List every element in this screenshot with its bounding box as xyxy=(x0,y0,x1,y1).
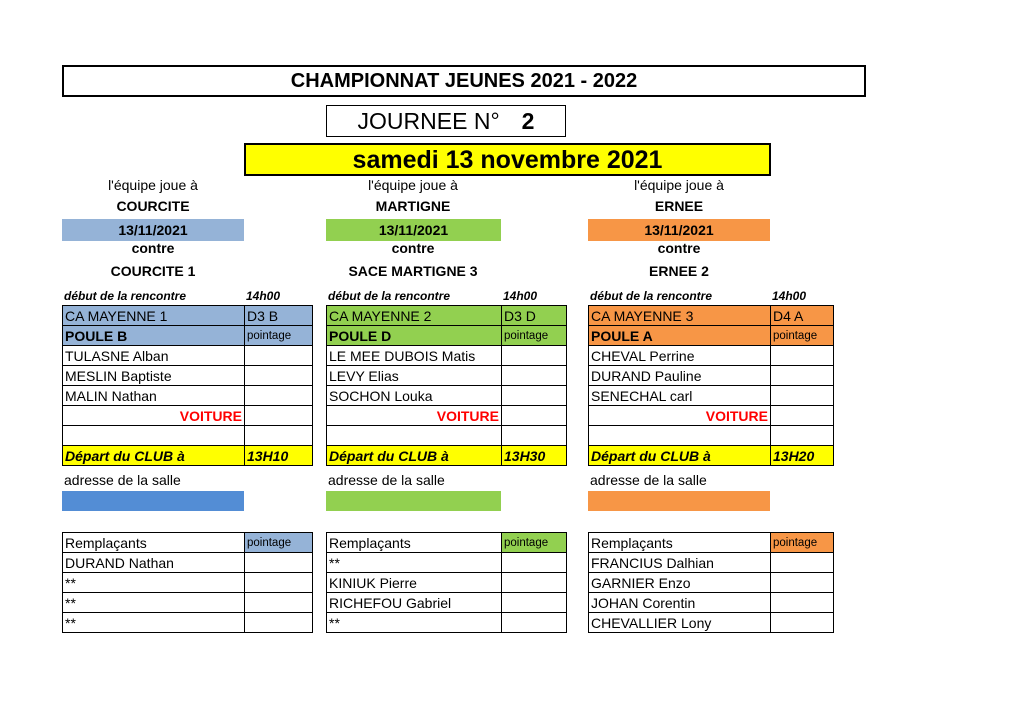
substitute-name: ** xyxy=(63,573,245,593)
address-field[interactable] xyxy=(326,491,501,511)
journee-label: JOURNEE N° xyxy=(357,108,500,134)
team-division: D3 D xyxy=(502,306,567,326)
team-division: D3 B xyxy=(245,306,313,326)
player-pointage-cell[interactable] xyxy=(771,366,834,386)
substitute-pointage-cell[interactable] xyxy=(502,553,567,573)
table-row xyxy=(327,406,567,426)
team-table xyxy=(588,305,834,466)
empty-cell[interactable] xyxy=(63,426,245,446)
table-row xyxy=(63,533,313,553)
player-pointage-cell[interactable] xyxy=(245,346,313,366)
team-poule: POULE D xyxy=(327,326,502,346)
table-row xyxy=(327,553,567,573)
substitute-name: KINIUK Pierre xyxy=(327,573,502,593)
match-start-time: 14h00 xyxy=(503,289,538,303)
voiture-cell[interactable] xyxy=(502,406,567,426)
contre-label: contre xyxy=(131,240,175,256)
table-row xyxy=(327,533,567,553)
table-row xyxy=(63,346,313,366)
table-row xyxy=(327,426,567,446)
departure-time: 13H10 xyxy=(245,446,313,466)
table-row xyxy=(327,346,567,366)
player-pointage-cell[interactable] xyxy=(771,346,834,366)
pointage-cell[interactable]: pointage xyxy=(245,326,313,346)
player-name: LEVY Elias xyxy=(327,366,502,386)
substitute-name: RICHEFOU Gabriel xyxy=(327,593,502,613)
departure-label: Départ du CLUB à xyxy=(589,446,771,466)
opponent-team: ERNEE 2 xyxy=(649,263,709,279)
substitute-name: GARNIER Enzo xyxy=(589,573,771,593)
table-row xyxy=(63,306,313,326)
address-field[interactable] xyxy=(588,491,770,511)
substitute-pointage-cell[interactable] xyxy=(245,613,313,633)
opponent-team: COURCITE 1 xyxy=(110,263,196,279)
substitutes-pointage[interactable]: pointage xyxy=(245,533,313,553)
voiture-label: VOITURE xyxy=(589,406,771,426)
substitutes-pointage[interactable]: pointage xyxy=(771,533,834,553)
team-poule: POULE B xyxy=(63,326,245,346)
table-row xyxy=(63,446,313,466)
substitute-name: DURAND Nathan xyxy=(63,553,245,573)
table-row xyxy=(589,306,834,326)
substitutes-label: Remplaçants xyxy=(63,533,245,553)
table-row xyxy=(63,613,313,633)
table-row xyxy=(63,326,313,346)
match-start-time: 14h00 xyxy=(246,289,281,303)
player-name: TULASNE Alban xyxy=(63,346,245,366)
team-location: ERNEE xyxy=(654,198,704,214)
table-row xyxy=(327,573,567,593)
journee-box xyxy=(326,105,566,137)
player-name: MALIN Nathan xyxy=(63,386,245,406)
player-name: LE MEE DUBOIS Matis xyxy=(327,346,502,366)
team-location: MARTIGNE xyxy=(375,198,451,214)
substitute-pointage-cell[interactable] xyxy=(245,573,313,593)
player-pointage-cell[interactable] xyxy=(502,346,567,366)
table-row xyxy=(327,386,567,406)
table-row xyxy=(589,346,834,366)
table-row xyxy=(589,386,834,406)
voiture-cell[interactable] xyxy=(771,406,834,426)
table-row xyxy=(63,593,313,613)
address-field[interactable] xyxy=(62,491,244,511)
table-row xyxy=(589,613,834,633)
departure-time: 13H30 xyxy=(502,446,567,466)
match-start-label: début de la rencontre xyxy=(64,289,187,303)
table-row xyxy=(589,366,834,386)
substitutes-label: Remplaçants xyxy=(327,533,502,553)
substitute-name: FRANCIUS Dalhian xyxy=(589,553,771,573)
team-name: CA MAYENNE 3 xyxy=(589,306,771,326)
table-row xyxy=(327,366,567,386)
substitute-pointage-cell[interactable] xyxy=(502,593,567,613)
address-label: adresse de la salle xyxy=(328,472,445,488)
substitutes-table xyxy=(326,532,567,633)
match-date-cell: 13/11/2021 xyxy=(326,219,501,241)
substitute-pointage-cell[interactable] xyxy=(771,613,834,633)
substitutes-label: Remplaçants xyxy=(589,533,771,553)
contre-label: contre xyxy=(391,240,435,256)
table-row xyxy=(327,326,567,346)
table-row xyxy=(63,573,313,593)
substitute-name: ** xyxy=(63,593,245,613)
player-pointage-cell[interactable] xyxy=(245,386,313,406)
table-row xyxy=(589,326,834,346)
table-row xyxy=(327,593,567,613)
substitutes-table xyxy=(62,532,313,633)
player-pointage-cell[interactable] xyxy=(245,366,313,386)
player-pointage-cell[interactable] xyxy=(502,366,567,386)
substitute-name: ** xyxy=(63,613,245,633)
match-date-cell: 13/11/2021 xyxy=(62,219,244,241)
address-label: adresse de la salle xyxy=(590,472,707,488)
substitute-pointage-cell[interactable] xyxy=(502,573,567,593)
team-plays-at-label: l'équipe joue à xyxy=(108,177,198,193)
table-row xyxy=(63,406,313,426)
empty-cell[interactable] xyxy=(245,426,313,446)
team-table xyxy=(326,305,567,466)
opponent-team: SACE MARTIGNE 3 xyxy=(348,263,478,279)
empty-cell[interactable] xyxy=(327,426,502,446)
substitute-name: ** xyxy=(327,613,502,633)
departure-time: 13H20 xyxy=(771,446,834,466)
table-row xyxy=(63,366,313,386)
substitutes-pointage[interactable]: pointage xyxy=(502,533,567,553)
match-start-label: début de la rencontre xyxy=(590,289,713,303)
substitutes-table xyxy=(588,532,834,633)
departure-label: Départ du CLUB à xyxy=(327,446,502,466)
substitute-pointage-cell[interactable] xyxy=(245,553,313,573)
player-name: CHEVAL Perrine xyxy=(589,346,771,366)
pointage-cell[interactable]: pointage xyxy=(771,326,834,346)
table-row xyxy=(63,386,313,406)
table-row xyxy=(327,306,567,326)
team-plays-at-label: l'équipe joue à xyxy=(634,177,724,193)
player-name: MESLIN Baptiste xyxy=(63,366,245,386)
contre-label: contre xyxy=(657,240,701,256)
empty-cell[interactable] xyxy=(771,426,834,446)
table-row xyxy=(63,426,313,446)
team-division: D4 A xyxy=(771,306,834,326)
team-name: CA MAYENNE 1 xyxy=(63,306,245,326)
substitute-name: JOHAN Corentin xyxy=(589,593,771,613)
player-name: DURAND Pauline xyxy=(589,366,771,386)
voiture-label: VOITURE xyxy=(327,406,502,426)
voiture-label: VOITURE xyxy=(63,406,245,426)
player-name: SENECHAL carl xyxy=(589,386,771,406)
table-row xyxy=(63,553,313,573)
address-label: adresse de la salle xyxy=(64,472,181,488)
table-row xyxy=(589,533,834,553)
team-plays-at-label: l'équipe joue à xyxy=(368,177,458,193)
page-title: CHAMPIONNAT JEUNES 2021 - 2022 xyxy=(62,65,866,97)
journee-number: 2 xyxy=(521,108,535,134)
match-day-date: samedi 13 novembre 2021 xyxy=(244,143,771,176)
substitute-name: CHEVALLIER Lony xyxy=(589,613,771,633)
empty-cell[interactable] xyxy=(502,426,567,446)
substitute-pointage-cell[interactable] xyxy=(771,573,834,593)
table-row xyxy=(589,593,834,613)
table-row xyxy=(327,446,567,466)
table-row xyxy=(589,426,834,446)
substitute-pointage-cell[interactable] xyxy=(502,613,567,633)
match-date-cell: 13/11/2021 xyxy=(588,219,770,241)
team-name: CA MAYENNE 2 xyxy=(327,306,502,326)
player-name: SOCHON Louka xyxy=(327,386,502,406)
pointage-cell[interactable]: pointage xyxy=(502,326,567,346)
substitute-name: ** xyxy=(327,553,502,573)
empty-cell[interactable] xyxy=(589,426,771,446)
team-table xyxy=(62,305,313,466)
table-row xyxy=(327,613,567,633)
voiture-cell[interactable] xyxy=(245,406,313,426)
table-row xyxy=(589,446,834,466)
departure-label: Départ du CLUB à xyxy=(63,446,245,466)
player-pointage-cell[interactable] xyxy=(771,386,834,406)
player-pointage-cell[interactable] xyxy=(502,386,567,406)
team-location: COURCITE xyxy=(116,198,190,214)
table-row xyxy=(589,553,834,573)
substitute-pointage-cell[interactable] xyxy=(245,593,313,613)
team-poule: POULE A xyxy=(589,326,771,346)
match-start-time: 14h00 xyxy=(772,289,807,303)
substitute-pointage-cell[interactable] xyxy=(771,593,834,613)
match-start-label: début de la rencontre xyxy=(328,289,451,303)
table-row xyxy=(589,406,834,426)
table-row xyxy=(589,573,834,593)
substitute-pointage-cell[interactable] xyxy=(771,553,834,573)
